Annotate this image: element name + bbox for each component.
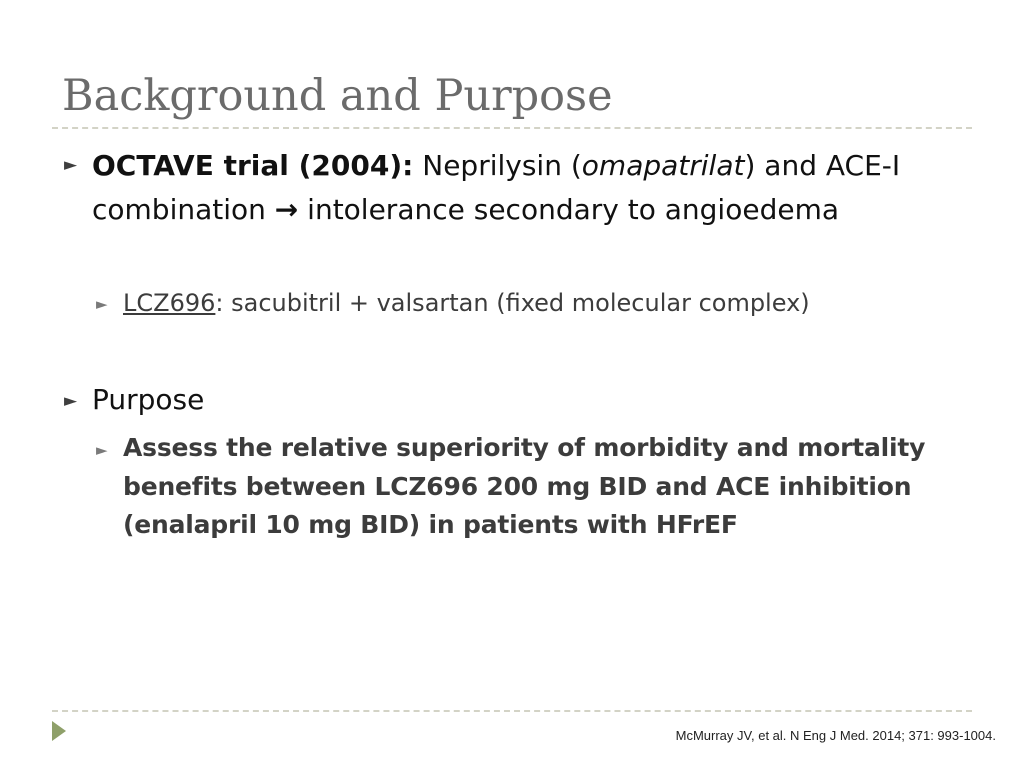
assess-bullet-text: Assess the relative superiority of morbidity and mortality benefits between LCZ696 200 mg BID and ACE inhibition (enalapril 10 mg BID) in patients with HFrEF xyxy=(123,433,926,539)
octave-bullet-text xyxy=(92,144,922,232)
bullet-triangle-icon: ► xyxy=(64,391,78,411)
sub-bullet-triangle-icon: ► xyxy=(96,295,108,313)
octave-text-a: Neprilysin ( xyxy=(413,149,582,182)
citation: McMurray JV, et al. N Eng J Med. 2014; 371: 993-1004. xyxy=(675,728,996,743)
lcz696-term: LCZ696 xyxy=(123,289,216,317)
octave-text-c: intolerance secondary to angioedema xyxy=(298,193,840,226)
bullet-triangle-icon: ► xyxy=(64,155,78,175)
lcz-bullet-text xyxy=(123,284,953,322)
triangle-right-icon xyxy=(52,721,66,741)
purpose-label: Purpose xyxy=(92,383,205,416)
title-divider xyxy=(52,127,972,129)
sub-bullet-triangle-icon: ► xyxy=(96,441,108,459)
octave-label: OCTAVE trial (2004): xyxy=(92,149,414,182)
octave-text-b: ) and ACE-I combination xyxy=(92,149,901,226)
footer-divider xyxy=(52,710,972,712)
slide-title: Background and Purpose xyxy=(62,71,613,121)
omapatrilat-term: omapatrilat xyxy=(581,149,745,182)
lcz-description: : sacubitril + valsartan (fixed molecular complex) xyxy=(215,289,810,317)
right-arrow-icon: → xyxy=(274,193,299,226)
